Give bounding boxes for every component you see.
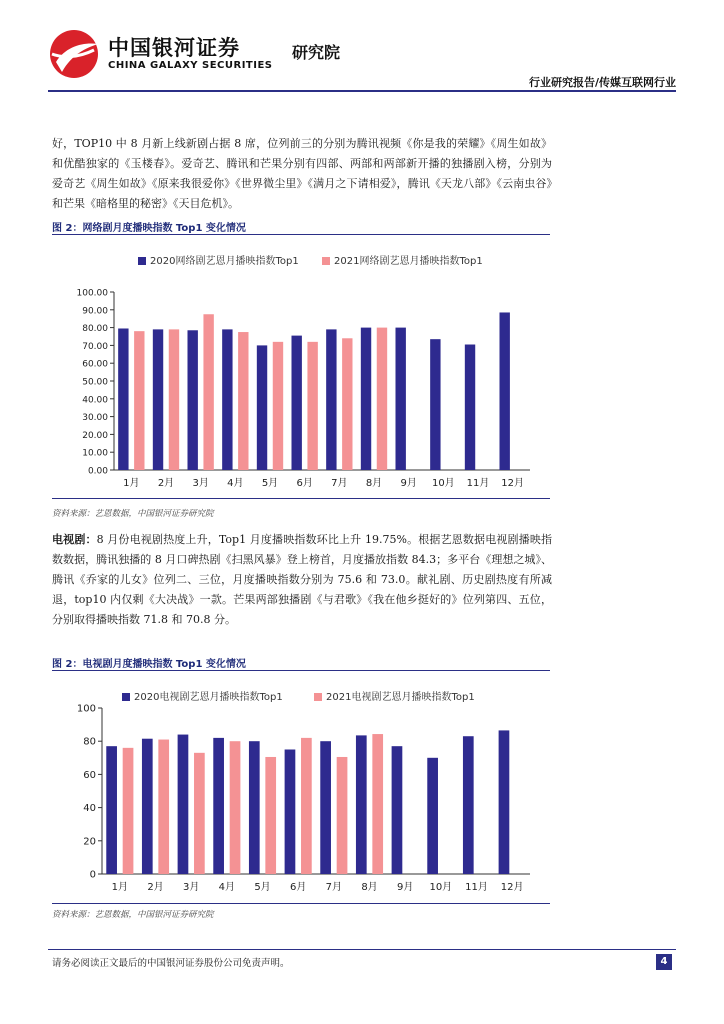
y-tick-label: 80.00 xyxy=(82,324,108,335)
page-number: 4 xyxy=(656,954,672,970)
bar xyxy=(123,748,134,874)
figure-2-top-rule xyxy=(52,670,550,671)
footer-divider xyxy=(48,949,676,950)
y-tick-label: 10.00 xyxy=(82,448,108,459)
chart-web-drama xyxy=(52,240,552,496)
figure-1-title: 图 2：网络剧月度播映指数 Top1 变化情况 xyxy=(52,223,246,234)
body-paragraph-2 xyxy=(52,530,552,630)
bar xyxy=(499,312,509,470)
x-tick-label: 5月 xyxy=(254,882,271,893)
bar xyxy=(291,336,301,470)
bar xyxy=(372,734,383,874)
x-tick-label: 2月 xyxy=(147,882,164,893)
bar xyxy=(194,753,205,874)
bar xyxy=(257,345,267,470)
bar xyxy=(499,730,510,874)
x-tick-label: 1月 xyxy=(111,882,129,893)
bar xyxy=(153,329,163,470)
report-type: 行业研究报告/传媒互联网行业 xyxy=(528,76,676,89)
bar xyxy=(465,345,475,470)
legend-label: 2020网络剧艺恩月播映指数Top1 xyxy=(150,256,299,267)
bar xyxy=(463,736,474,874)
x-tick-label: 8月 xyxy=(361,882,378,893)
x-tick-label: 4月 xyxy=(218,882,236,893)
bar xyxy=(158,740,169,874)
x-tick-label: 11月 xyxy=(466,478,490,489)
bar xyxy=(301,738,312,874)
y-tick-label: 50.00 xyxy=(82,377,108,388)
galaxy-logo-icon xyxy=(48,28,100,80)
bar xyxy=(134,331,144,470)
y-tick-label: 100 xyxy=(76,703,96,715)
y-tick-label: 60 xyxy=(83,769,96,781)
figure-2-bottom-rule xyxy=(52,903,550,904)
x-tick-label: 12月 xyxy=(501,478,525,489)
bar xyxy=(361,328,371,470)
bar xyxy=(427,758,438,874)
figure-2-source: 资料来源：艺恩数据，中国银河证券研究院 xyxy=(52,910,214,920)
paragraph-lead: 电视剧： xyxy=(52,533,97,546)
x-tick-label: 7月 xyxy=(325,882,343,893)
x-tick-label: 11月 xyxy=(465,882,488,893)
x-tick-label: 1月 xyxy=(123,478,140,489)
x-tick-label: 9月 xyxy=(400,478,417,489)
bar xyxy=(238,332,248,470)
bar xyxy=(392,746,403,874)
x-tick-label: 2月 xyxy=(157,478,175,489)
x-tick-label: 10月 xyxy=(431,478,455,489)
x-tick-label: 3月 xyxy=(192,478,209,489)
bar xyxy=(203,314,213,470)
legend-label: 2020电视剧艺恩月播映指数Top1 xyxy=(134,692,283,703)
bar xyxy=(213,738,224,874)
bar xyxy=(265,757,276,874)
chart-tv-drama xyxy=(52,676,552,902)
bar xyxy=(395,328,405,470)
bar xyxy=(187,330,197,470)
y-tick-label: 0 xyxy=(89,869,96,881)
x-tick-label: 4月 xyxy=(227,478,244,489)
bar xyxy=(178,735,189,874)
y-tick-label: 40 xyxy=(83,803,96,815)
brand-institute: 研究院 xyxy=(292,43,341,62)
header-divider xyxy=(48,90,676,92)
y-tick-label: 100.00 xyxy=(76,288,108,299)
paragraph-text: 8 月份电视剧热度上升，Top1 月度播映指数环比上升 19.75%。根据艺恩数据电视剧播映指数数据，腾讯独播的 8 月口碑热剧《扫黑风暴》登上榜首，月度播放指数 84.3；多平台《理想之城》、腾讯《乔家的儿女》位列二、三位，月度播映指数分别为 75.6 和 73.0。献礼剧、历史剧热度有所减退，top10 内仅剩《大决战》一款。芒果两部独播剧《与君歌》《我在他乡挺好的》位列第四、五位，分别取得播映指数 71.8 和 70.8 分。 xyxy=(52,533,553,626)
figure-1-top-rule xyxy=(52,234,550,235)
bar xyxy=(320,741,331,874)
bar xyxy=(337,757,348,874)
x-tick-label: 3月 xyxy=(182,882,200,893)
y-tick-label: 20 xyxy=(83,836,96,848)
y-tick-label: 60.00 xyxy=(82,359,108,370)
legend-label: 2021电视剧艺恩月播映指数Top1 xyxy=(326,692,475,703)
x-tick-label: 12月 xyxy=(500,882,524,893)
x-tick-label: 7月 xyxy=(331,478,348,489)
x-tick-label: 5月 xyxy=(261,478,279,489)
bar xyxy=(285,750,296,875)
bar xyxy=(273,342,283,470)
bar xyxy=(169,329,179,470)
legend-swatch xyxy=(322,257,330,265)
y-tick-label: 90.00 xyxy=(82,306,108,317)
bar xyxy=(118,328,128,470)
y-tick-label: 70.00 xyxy=(82,341,108,352)
bar xyxy=(326,329,336,470)
figure-1-bottom-rule xyxy=(52,498,550,499)
report-header xyxy=(48,28,676,92)
bar xyxy=(377,328,387,470)
figure-1-source: 资料来源：艺恩数据，中国银河证券研究院 xyxy=(52,509,214,519)
legend-label: 2021网络剧艺恩月播映指数Top1 xyxy=(334,256,483,267)
y-tick-label: 80 xyxy=(83,736,96,748)
bar xyxy=(356,735,367,874)
legend-swatch xyxy=(122,693,130,701)
bar xyxy=(230,741,241,874)
bar xyxy=(342,338,352,470)
bar xyxy=(142,739,153,874)
body-paragraph-1: 好，TOP10 中 8 月新上线新剧占据 8 席，位列前三的分别为腾讯视频《你是我的荣耀》《周生如故》和优酷独家的《玉楼春》。爱奇艺、腾讯和芒果分别有四部、两部和两部新开播的独播剧入榜，分别为爱奇艺《周生如故》《原来我很爱你》《世界微尘里》《满月之下请相爱》，腾讯《天龙八部》《云南虫谷》和芒果《暗格里的秘密》《天目危机》。 xyxy=(52,137,552,210)
x-tick-label: 9月 xyxy=(396,882,414,893)
bar xyxy=(430,339,440,470)
figure-2-title: 图 2：电视剧月度播映指数 Top1 变化情况 xyxy=(52,659,246,670)
bar xyxy=(106,746,117,874)
brand-name-cn: 中国银河证券 xyxy=(108,36,240,60)
brand-name-en: CHINA GALAXY SECURITIES xyxy=(108,60,273,71)
y-tick-label: 40.00 xyxy=(82,395,108,406)
x-tick-label: 8月 xyxy=(365,478,383,489)
x-tick-label: 6月 xyxy=(289,882,307,893)
y-tick-label: 20.00 xyxy=(82,430,108,441)
x-tick-label: 6月 xyxy=(296,478,313,489)
y-tick-label: 0.00 xyxy=(87,466,108,477)
legend-swatch xyxy=(314,693,322,701)
bar xyxy=(249,741,260,874)
disclaimer-note: 请务必阅读正文最后的中国银河证券股份公司免责声明。 xyxy=(52,958,290,969)
bar xyxy=(222,329,232,470)
bar xyxy=(307,342,317,470)
legend-swatch xyxy=(138,257,146,265)
x-tick-label: 10月 xyxy=(429,882,453,893)
y-tick-label: 30.00 xyxy=(82,413,108,424)
